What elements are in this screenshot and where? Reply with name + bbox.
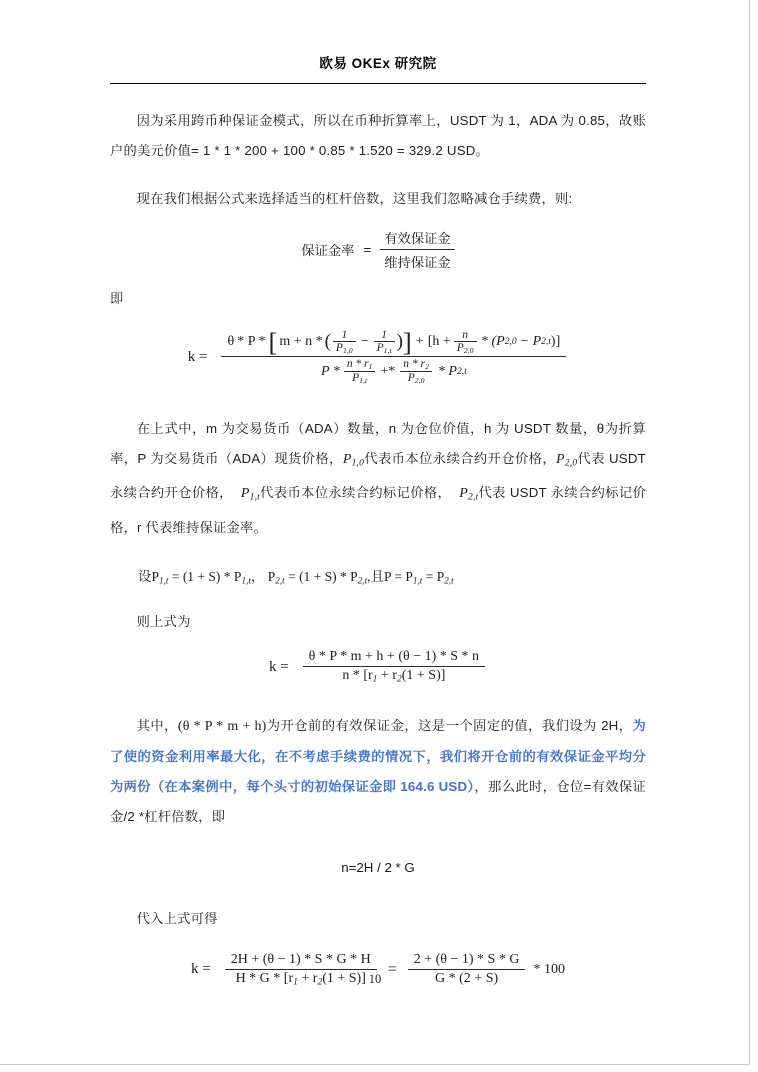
- den-frac1-numerator: [344, 358, 376, 371]
- den-middle: + r: [377, 668, 397, 684]
- paragraph-cross-currency-margin: 因为采用跨币种保证金模式，所以在币种折算率上，USDT 为 1，ADA 为 0.85，故账户的美元价值= 1 * 1 * 200 + 100 * 0.85 * 1.520 = 329.2 USD。: [110, 113, 646, 158]
- num-inner-fraction-2: [374, 329, 395, 355]
- P-symbol: P: [352, 372, 360, 385]
- inner-frac1-denominator: [333, 342, 356, 355]
- n-times-r: n * r: [346, 358, 369, 371]
- paragraph-ji: 即: [110, 291, 124, 306]
- r-subscript: 1: [368, 362, 373, 372]
- den-fraction-1: [344, 358, 376, 385]
- den-mid-operator: +*: [380, 363, 396, 379]
- P-subscript: 1,0: [342, 346, 353, 356]
- symbol-P-2-t: $P_{2,t}$: [459, 486, 479, 503]
- num-times-P: * P *: [237, 334, 266, 350]
- variable-definitions-part-c: 代表 USDT 永续合约开仓价格，: [110, 450, 646, 501]
- page-content: [110, 0, 646, 988]
- symbol-P-1-0: $P_{1,0}$: [342, 451, 365, 469]
- simplified-k-fraction: [303, 649, 485, 685]
- assumption-sub-4: 2,t: [357, 575, 368, 586]
- P-subscript: 2,0: [414, 376, 425, 386]
- formula-position-size: n=2H / 2 * G: [341, 860, 415, 876]
- capital-efficiency-part-b: 为开仓前的有效保证金，这是一个固定的值，我们设为 2H，: [266, 718, 633, 734]
- final-k-denominator-2: G * (2 + S): [435, 971, 499, 987]
- main-k-lhs: k =: [187, 348, 208, 365]
- den1-prefix: H * G * [r: [235, 971, 294, 987]
- num-minus-sign: −: [360, 334, 369, 350]
- r2-subscript: 2: [317, 977, 323, 988]
- inner-frac3-numerator: n: [462, 329, 468, 341]
- variable-definitions-part-b: 代表币本位永续合约开仓价格，: [364, 450, 557, 466]
- main-k-fraction: [221, 329, 566, 386]
- den-P: P *: [321, 363, 340, 379]
- den1-postfix: (1 + S)]: [322, 971, 366, 987]
- assumption-sub-2: 1,t: [241, 575, 251, 586]
- margin-rate-fraction: [380, 228, 454, 271]
- den-tail-sub: 2,t: [456, 366, 467, 377]
- capital-efficiency-part-c: ，那么此时，仓位=有效保证金/2 *杠杆倍数，即: [110, 779, 646, 825]
- num-tail-minus: − P: [519, 334, 542, 350]
- num-m-plus-n: m + n *: [279, 334, 323, 350]
- assumption-sub-6: 2,t: [444, 575, 454, 586]
- main-k-denominator: [315, 357, 473, 385]
- paragraph-leverage-selection: 现在我们根据公式来选择适当的杠杆倍数，这里我们忽略减仓手续费，则:: [136, 191, 573, 206]
- assumption-text-4: = (1 + S) * P: [284, 568, 358, 584]
- r1-subscript: 1: [293, 977, 298, 988]
- symbol-P-2-0: $P_{2,0}$: [556, 451, 578, 469]
- formula-simplified-k: [110, 649, 646, 685]
- formula-main-k: [110, 329, 646, 386]
- variable-definitions-part-d: 代表币本位永续合约标记价格，: [260, 485, 452, 501]
- paragraph-then-formula: 则上式为: [136, 614, 191, 630]
- capital-efficiency-part-a: 其中，: [136, 718, 178, 734]
- num-inner-fraction-1: [333, 329, 356, 355]
- P-symbol: P: [456, 342, 464, 354]
- r-subscript: 2: [424, 362, 429, 372]
- P-subscript: 1,t: [383, 346, 392, 356]
- theta-symbol: θ: [227, 334, 235, 350]
- num-second-bracket-open: [h +: [427, 334, 451, 350]
- den-fraction-2: [400, 358, 432, 385]
- paragraph-variable-definitions: [110, 414, 646, 543]
- inner-frac1-numerator: 1: [341, 329, 348, 341]
- header-divider: [110, 83, 646, 84]
- formula-effective-margin-inline: (θ * P * m + h): [177, 719, 267, 735]
- num-tail-sub2: 2,t: [541, 337, 551, 348]
- den-frac2-denominator: [405, 372, 428, 385]
- symbol-P-1-t: $P_{1,t}$: [240, 486, 261, 503]
- simplified-k-lhs: k =: [268, 658, 289, 675]
- margin-rate-equals: =: [363, 242, 372, 257]
- num-inner-fraction-3: [454, 329, 477, 355]
- P-symbol: P: [376, 342, 384, 354]
- P-symbol: P: [407, 372, 415, 385]
- inner-frac3-denominator: [454, 342, 477, 355]
- r1-subscript: 1: [372, 675, 378, 686]
- den-tail: * P: [437, 363, 457, 379]
- margin-rate-lhs: 保证金率: [301, 243, 355, 258]
- page-header-title: 欧易 OKEx 研究院: [319, 56, 437, 71]
- num-tail-sub1: 2,0: [504, 337, 517, 348]
- paragraph-capital-efficiency: [110, 711, 646, 832]
- assumption-sub-5: 1,t: [412, 575, 423, 586]
- final-k-lhs: k =: [191, 961, 211, 978]
- P-symbol: P: [335, 342, 343, 354]
- main-k-numerator: θ * P * [ m + n * ( $\frac{1}{P_{1,0}}$ − $\frac{1}{P_{1,t}}$ ) ] + [h + $\frac{n}{P_{2,0}}$ * (P 2,0 − P 2,t )]: [227, 327, 561, 358]
- inner-frac2-numerator: 1: [381, 329, 387, 341]
- den-postfix: (1 + S)]: [401, 668, 446, 684]
- formula-assumption: [138, 565, 646, 586]
- num-tail-open: (P: [491, 334, 505, 350]
- formula-margin-rate: [110, 228, 646, 271]
- num-times-sign: *: [481, 334, 489, 350]
- num-tail-close: )]: [550, 334, 561, 350]
- P-subscript: 2,0: [463, 346, 474, 356]
- assumption-text-6: = P: [422, 568, 445, 584]
- assumption-text-2: = (1 + S) * P: [168, 568, 242, 584]
- variable-definitions-part-a: 在上式中，m 为交易货币（ADA）数量，n 为仓位价值，h 为 USDT 数量，θ为折算率，P 为交易货币（ADA）现货价格，: [110, 420, 646, 466]
- final-k-numerator-2: 2 + (θ − 1) * S * G: [413, 952, 520, 968]
- den-frac1-denominator: [349, 372, 370, 385]
- assumption-text-5: ,且P = P: [367, 568, 413, 584]
- capital-efficiency-highlight: 为了使的资金利用率最大化，在不考虑手续费的情况下，我们将开仓前的有效保证金平均分为两份（在本案例中，每个头寸的初始保证金即 164.6 USD）: [110, 718, 646, 795]
- margin-rate-numerator: 有效保证金: [384, 231, 451, 246]
- margin-rate-denominator: 维持保证金: [384, 255, 451, 270]
- paragraph-substitute: 代入上式可得: [136, 911, 218, 927]
- den1-middle: + r: [297, 971, 318, 987]
- n-times-r: n * r: [403, 358, 425, 371]
- assumption-sub-3: 2,t: [275, 575, 285, 586]
- den-prefix: n * [r: [342, 668, 373, 684]
- r2-subscript: 2: [396, 675, 402, 686]
- final-k-numerator-1: 2H + (θ − 1) * S * G * H: [230, 952, 371, 968]
- final-k-multiplier: * 100: [533, 961, 565, 977]
- P-subscript: 1,t: [359, 376, 368, 386]
- assumption-sub-1: 1,t: [159, 575, 169, 586]
- assumption-text-3: ， P: [250, 568, 276, 584]
- variable-definitions-part-e: 代表 USDT 永续合约标记价格，r 代表维持保证金率。: [110, 485, 646, 535]
- simplified-k-numerator: θ * P * m + h + (θ − 1) * S * n: [308, 649, 480, 665]
- page-number: 10: [368, 972, 382, 986]
- simplified-k-denominator: [336, 667, 451, 685]
- den-frac2-numerator: [400, 358, 432, 371]
- num-plus-sign: +: [415, 334, 424, 350]
- final-k-equals: =: [387, 960, 397, 978]
- assumption-text-1: 设P: [138, 568, 160, 584]
- inner-frac2-denominator: [374, 342, 395, 355]
